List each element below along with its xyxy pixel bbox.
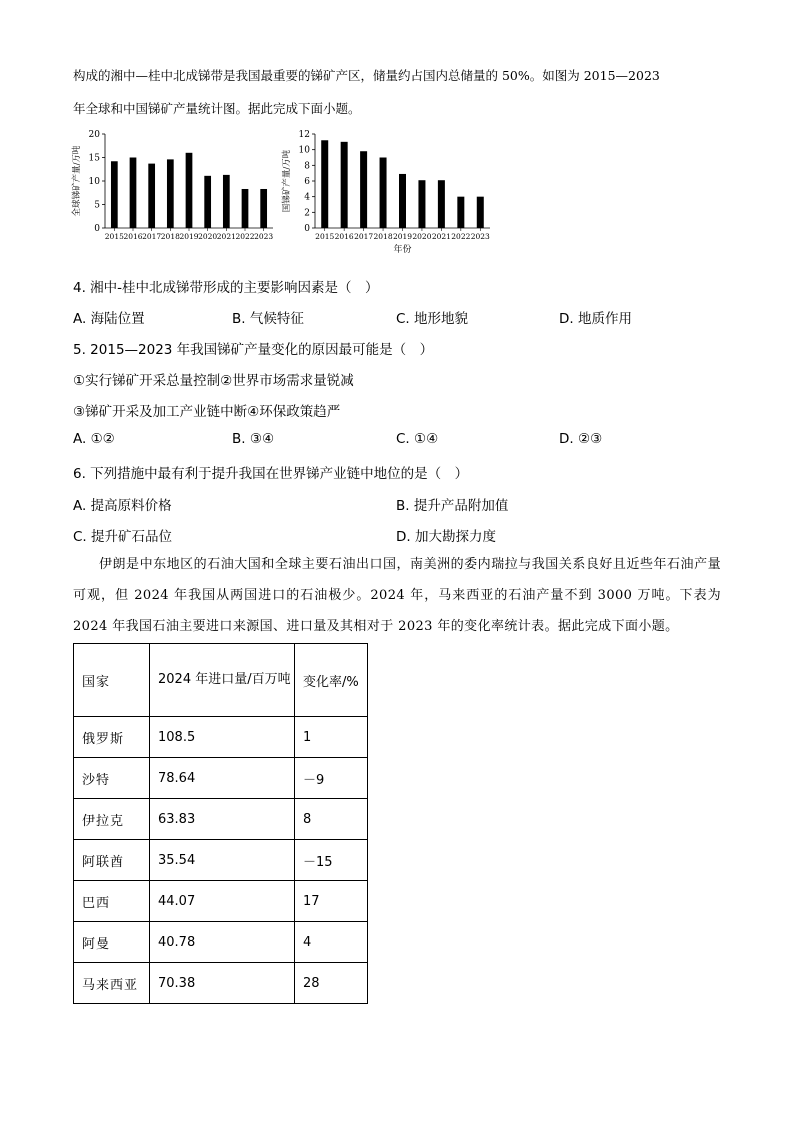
table-row [74, 758, 368, 799]
import-cell: 108.5 [150, 717, 295, 758]
y-tick-label: 5 [94, 200, 100, 211]
y-tick-label: 6 [304, 177, 310, 187]
country-cell: 巴西 [74, 881, 150, 922]
x-tick-label: 2020 [412, 232, 432, 241]
x-axis-label: 年份 [393, 245, 412, 255]
china-antimony-chart [280, 128, 500, 268]
y-tick-label: 12 [298, 130, 310, 140]
bar [223, 175, 230, 228]
table-row [74, 840, 368, 881]
bar [380, 158, 387, 229]
x-tick-label: 2015 [104, 232, 124, 241]
x-tick-label: 2019 [179, 232, 199, 241]
bar [130, 158, 137, 229]
table-row [74, 717, 368, 758]
q5-option-b[interactable]: B. ③④ [232, 431, 275, 447]
q6-option-d[interactable]: D. 加大勘探力度 [396, 529, 496, 545]
bar [204, 176, 211, 228]
change-cell: 17 [295, 881, 368, 922]
x-tick-label: 2021 [431, 232, 451, 241]
x-tick-label: 2023 [254, 232, 274, 241]
y-tick-label: 2 [304, 208, 310, 219]
table-row [74, 963, 368, 1004]
y-axis-label: 全球锑矿产量/万吨 [72, 145, 82, 217]
bar [321, 140, 328, 228]
china-antimony-chart-svg [280, 128, 500, 268]
country-cell: 阿曼 [74, 922, 150, 963]
change-cell: 28 [295, 963, 368, 1004]
x-tick-label: 2017 [354, 232, 374, 241]
change-cell: 8 [295, 799, 368, 840]
y-tick-label: 0 [304, 224, 310, 234]
table-row [74, 881, 368, 922]
q4-option-c[interactable]: C. 地形地貌 [396, 311, 469, 327]
bar [186, 153, 193, 228]
q5-option-a[interactable]: A. ①② [73, 431, 115, 447]
bar [260, 189, 267, 228]
oil-import-table [73, 643, 368, 1004]
intro-line-2: 年全球和中国锑矿产量统计图。据此完成下面小题。 [73, 101, 361, 116]
import-cell: 70.38 [150, 963, 295, 1004]
change-cell: 1 [295, 717, 368, 758]
q6-stem: 6. 下列措施中最有利于提升我国在世界锑产业链中地位的是（ ） [73, 466, 469, 482]
bar [148, 164, 155, 228]
x-tick-label: 2022 [235, 232, 255, 241]
x-tick-label: 2016 [123, 232, 143, 241]
q5-option-c[interactable]: C. ①④ [396, 431, 439, 447]
bar [399, 174, 406, 228]
y-tick-label: 10 [298, 145, 310, 156]
q5-option-d[interactable]: D. ②③ [559, 431, 603, 447]
import-cell: 63.83 [150, 799, 295, 840]
x-tick-label: 2016 [334, 232, 354, 241]
y-axis-label: 国锑矿产量/万吨 [282, 149, 292, 213]
x-tick-label: 2020 [198, 232, 218, 241]
change-cell: －15 [295, 840, 368, 881]
y-tick-label: 20 [88, 130, 100, 140]
q4-option-a[interactable]: A. 海陆位置 [73, 311, 145, 327]
intro-line-1: 构成的湘中—桂中北成锑带是我国最重要的锑矿产区，储量约占国内总储量的 50%。如图为 2015—2023 [73, 68, 660, 83]
bar [341, 142, 348, 228]
x-tick-label: 2018 [373, 232, 393, 241]
change-cell: －9 [295, 758, 368, 799]
table-row [74, 922, 368, 963]
header-import-volume: 2024 年进口量/百万吨 [150, 644, 295, 717]
country-cell: 马来西亚 [74, 963, 150, 1004]
country-cell: 沙特 [74, 758, 150, 799]
table-row [74, 799, 368, 840]
global-antimony-chart [70, 128, 280, 268]
passage-2: 伊朗是中东地区的石油大国和全球主要石油出口国，南美洲的委内瑞拉与我国关系良好且近些年石油产量可观，但 2024 年我国从两国进口的石油极少。2024 年，马来西亚的石油产量不到 3000 万吨。下表为 2024 年我国石油主要进口来源国、进口量及其相对于 2023 年的变化率统计表。据此完成下面小题。 [73, 557, 721, 634]
x-tick-label: 2023 [470, 232, 490, 241]
x-tick-label: 2019 [392, 232, 413, 241]
bar [457, 197, 464, 228]
y-tick-label: 8 [304, 161, 310, 172]
x-tick-label: 2015 [315, 232, 335, 241]
country-cell: 俄罗斯 [74, 717, 150, 758]
q4-option-b[interactable]: B. 气候特征 [232, 311, 304, 327]
country-cell: 伊拉克 [74, 799, 150, 840]
table-header-row [74, 644, 368, 717]
y-tick-label: 10 [88, 177, 100, 187]
q5-statement-1: ①实行锑矿开采总量控制②世界市场需求量锐减 [73, 373, 354, 389]
bar [167, 159, 174, 228]
bar [418, 180, 425, 228]
q6-option-a[interactable]: A. 提高原料价格 [73, 498, 172, 514]
import-cell: 78.64 [150, 758, 295, 799]
q5-statement-2: ③锑矿开采及加工产业链中断④环保政策趋严 [73, 404, 341, 420]
y-tick-label: 0 [94, 224, 100, 234]
x-tick-label: 2018 [160, 232, 180, 241]
bar [360, 151, 367, 228]
q6-option-c[interactable]: C. 提升矿石品位 [73, 529, 173, 545]
x-tick-label: 2017 [142, 232, 162, 241]
x-tick-label: 2022 [451, 232, 471, 241]
bar [111, 161, 118, 228]
q4-stem: 4. 湘中-桂中北成锑带形成的主要影响因素是（ ） [73, 280, 379, 296]
bar [438, 180, 445, 228]
y-tick-label: 15 [88, 153, 100, 164]
q5-stem: 5. 2015—2023 年我国锑矿产量变化的原因最可能是（ ） [73, 342, 434, 358]
country-cell: 阿联酋 [74, 840, 150, 881]
header-change-rate: 变化率/% [295, 644, 368, 717]
change-cell: 4 [295, 922, 368, 963]
q6-option-b[interactable]: B. 提升产品附加值 [396, 498, 509, 514]
import-cell: 44.07 [150, 881, 295, 922]
import-cell: 40.78 [150, 922, 295, 963]
x-tick-label: 2021 [216, 232, 236, 241]
q4-option-d[interactable]: D. 地质作用 [559, 311, 632, 327]
import-cell: 35.54 [150, 840, 295, 881]
global-antimony-chart-svg [70, 128, 280, 268]
header-country: 国家 [74, 644, 150, 717]
bar [242, 189, 249, 228]
y-tick-label: 4 [304, 192, 310, 203]
bar [477, 197, 484, 228]
